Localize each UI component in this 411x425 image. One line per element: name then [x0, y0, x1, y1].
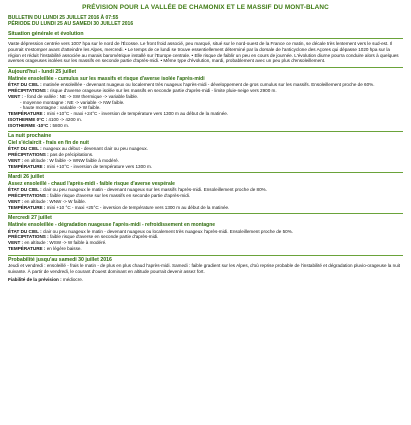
section-heading-general: Situation générale et évolution	[8, 31, 403, 40]
label-wind: VENT :	[8, 93, 24, 99]
label-iso10: ISOTHERME -10°C :	[8, 123, 52, 129]
label-sky: ÉTAT DU CIEL :	[8, 146, 42, 152]
bulletin-date: BULLETIN DU LUNDI 25 JUILLET 2016 À 07:55	[8, 15, 119, 22]
label-sky: ÉTAT DU CIEL :	[8, 187, 42, 193]
document-title: PRÉVISION POUR LA VALLÉE DE CHAMONIX ET LE MASSIF DU MONT-BLANC	[82, 4, 329, 11]
value-wind: en altitude : WSW -> W faible à modéré.	[24, 240, 107, 246]
value-precip: risque d'averse orageuse isolée sur les massifs en seconde partie d'après-midi - limite pluie-neige vers 2900 m.	[49, 87, 277, 93]
wednesday-temp	[8, 246, 403, 252]
label-reliability: Fiabilité de la prévision :	[8, 276, 62, 282]
section-heading-wednesday: Mercredi 27 juillet	[8, 215, 52, 222]
night-temp	[8, 164, 403, 170]
forecast-reliability	[8, 277, 403, 283]
forecast-document	[8, 0, 403, 283]
forecast-period: PÉRIODE DU LUNDI 25 AU SAMEDI 30 JUILLET 2016	[8, 21, 134, 28]
section-divider	[8, 255, 403, 256]
section-heading-today: Aujourd'hui - lundi 25 juillet	[8, 68, 77, 75]
label-wind: VENT :	[8, 240, 24, 246]
value-wind: en altitude : W faible -> WNW faible à modéré.	[24, 158, 119, 164]
value-temp: mini +10°C - maxi +24°C - inversion de température vers 1300 m au début de la matinée.	[46, 111, 229, 117]
subheading-tuesday: Assez ensoleillé - chaud l'après-midi - faible risque d'averse vespérale	[8, 181, 175, 188]
value-temp: mini +10 °C - maxi +25°C - inversion de température vers 1300 m au début de la matinée.	[46, 205, 230, 211]
value-precip: pas de précipitations.	[49, 152, 94, 158]
value-sky: clair ou peu nuageux le matin - devenant nuageux ou localement très nuageux l'après-midi. Ensoleillement proche de 50%.	[42, 228, 294, 234]
outlook-text: Jeudi et vendredi : ensoleillé - frais le matin - de plus en plus chaud l'après-midi. Samedi : faible gradient sur les Alpes, d'où reprise probable de l'instabilité et dégradation pluvio-orageuse la nuit suivante. À partir de vendredi, le courant d'ouest dominant en altitude pourrait devenir assez fort.	[8, 263, 401, 275]
value-wind: - fond de vallée : NE -> SW thermique -> variable faible.	[24, 93, 139, 99]
value-sky: clair ou peu nuageux le matin - devenant nuageux sur les massifs l'après-midi. Ensoleillement proche de 80%.	[42, 187, 268, 193]
value-sky: nuageux au début - devenant clair ou peu nuageux.	[42, 146, 148, 152]
label-wind: VENT :	[8, 158, 24, 164]
section-divider	[8, 67, 403, 68]
subheading-wednesday: Matinée ensoleillée - dégradation nuageuse l'après-midi - refroidissement en montagne	[8, 222, 216, 229]
value-iso0: 4100 -> 4200 m.	[48, 117, 82, 123]
value-wind: en altitude : WNW -> W faible.	[24, 199, 86, 205]
today-iso10	[8, 123, 403, 129]
value-iso10: 5800 m.	[52, 123, 70, 129]
label-precip: PRÉCIPITATIONS :	[8, 234, 49, 240]
label-sky: ÉTAT DU CIEL :	[8, 81, 42, 87]
value-sky: matinée ensoleillée - devenant nuageux ou localement très nuageux l'après-midi - développement de gros cumulus sur les massifs. Ensoleillement proche de 60%.	[42, 81, 375, 87]
section-heading-outlook: Probabilité jusqu'au samedi 30 juillet 2016	[8, 256, 112, 263]
today-wind-mid: - moyenne montagne : NE -> variable -> NW faible.	[20, 99, 125, 105]
section-divider	[8, 172, 403, 173]
section-divider	[8, 131, 403, 132]
value-temp: en légère baisse.	[46, 246, 82, 252]
label-temp: TEMPÉRATURE :	[8, 246, 46, 252]
label-sky: ÉTAT DU CIEL :	[8, 228, 42, 234]
value-temp: mini +10°C - inversion de température vers 1300 m.	[46, 164, 153, 170]
label-precip: PRÉCIPITATIONS :	[8, 193, 49, 199]
label-precip: PRÉCIPITATIONS :	[8, 152, 49, 158]
value-precip: faible risque d'averse en seconde partie d'après-midi.	[49, 234, 159, 240]
label-temp: TEMPÉRATURE :	[8, 164, 46, 170]
general-situation-text: Vaste dépression centrée vers 1007 hpa sur le nord de l'Écosse. Le front froid associé, peu marqué, situé sur le nord-ouest de la France ce matin, se décale très lentement vers le sud-est. Il pourrait s'estomper avant d'atteindre les Alpes, mercredi. • Le temps de ce lundi se trouve essentiellement déterminé par la dorsale de l'anticyclone des Açores qui dépasse 1020 hpa sur la région et réduit l'instabilité associée au marais barométrique installé sur l'Europe centrale. • Elle risque de faiblir un peu en cours de journée. L'évolution diurne pourra conduire alors à quelques averses orageuses isolées sur les massifs en seconde partie d'après-midi. • Même type d'évolution, mardi, probablement avec un peu plus d'ensoleillement.	[8, 40, 399, 64]
subheading-night: Ciel s'éclaircit - frais en fin de nuit	[8, 140, 89, 147]
label-wind: VENT :	[8, 199, 24, 205]
today-wind-high: - haute montagne : variable -> W faible.	[20, 105, 101, 111]
tuesday-temp	[8, 205, 403, 211]
value-precip: faible risque d'averse sur les massifs en seconde partie d'après-midi.	[49, 193, 191, 199]
value-reliability: médiocre.	[62, 276, 84, 282]
label-temp: TEMPÉRATURE :	[8, 111, 46, 117]
section-heading-night: La nuit prochaine	[8, 133, 52, 140]
section-heading-tuesday: Mardi 26 juillet	[8, 174, 45, 181]
label-temp: TEMPÉRATURE :	[8, 205, 46, 211]
section-divider	[8, 213, 403, 214]
label-precip: PRÉCIPITATIONS :	[8, 87, 49, 93]
label-iso0: ISOTHERME 0°C :	[8, 117, 48, 123]
subheading-today: Matinée ensoleillée - cumulus sur les massifs et risque d'averse isolée l'après-midi	[8, 75, 205, 82]
